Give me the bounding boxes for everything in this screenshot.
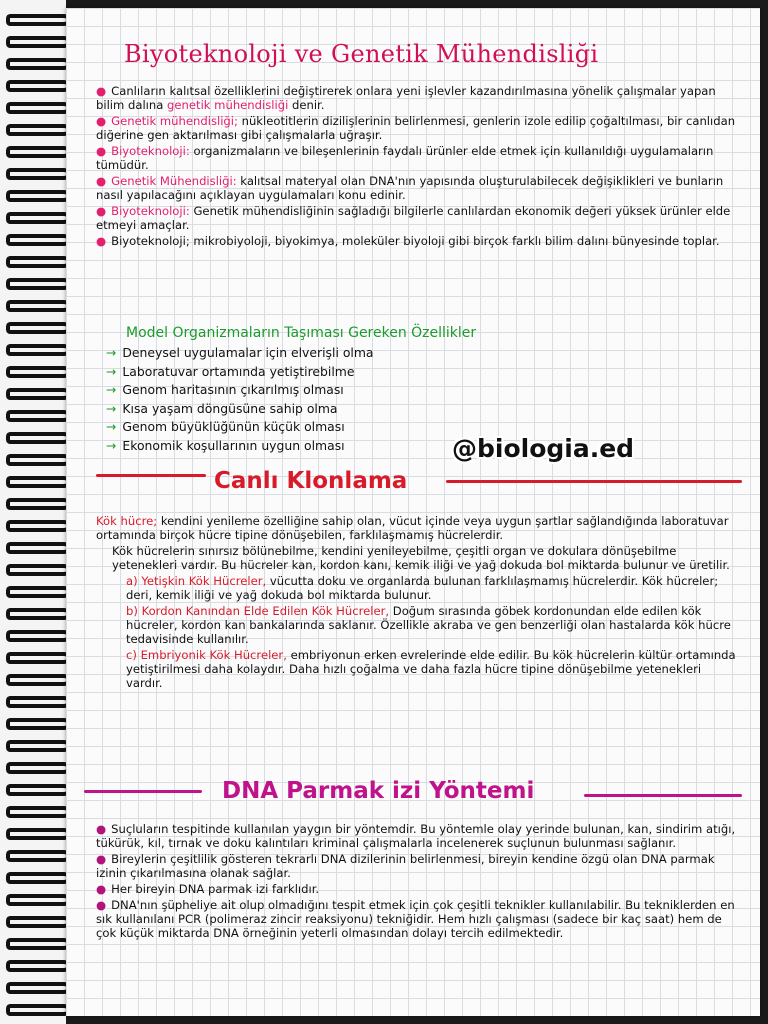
spiral-ring [6,234,70,246]
spiral-ring [6,124,70,136]
spiral-ring [6,58,70,70]
dna-item: ● Suçluların tespitinde kullanılan yaygın bir yöntemdir. Bu yöntemle olay yerinde bulunan, kan, sindirim atığı, tükürük, kıl, tırnak ve doku kalıntıları kriminal çalışmalarla incelenerek suçlunun bulunması sağlanır. [96,822,736,850]
spiral-ring [6,366,70,378]
model-item: → Deneysel uygulamalar için elverişli olma [106,345,374,360]
intro-item: ● Genetik mühendisliği; nükleotitlerin dizilişlerinin belirlenmesi, genlerin izole edilip çoğaltılması, bir canlıdan diğerine gen aktarılması gibi çalışmalarla uğraşır. [96,114,736,142]
spiral-ring [6,322,70,334]
spiral-ring [6,102,70,114]
cloning-section [96,514,736,692]
dna-item: ● Her bireyin DNA parmak izi farklıdır. [96,882,736,896]
divider [84,790,202,793]
model-item: → Laboratuvar ortamında yetiştirebilme [106,363,355,379]
stem-cell-type-a: a) Yetişkin Kök Hücreler, vücutta doku ve organlarda bulunan farklılaşmamış hücrelerdir. Kök hücreler; deri, kemik iliği ve yağ dokuda bol miktarda bulunur. [126,574,719,602]
model-item: → Genom haritasının çıkarılmış olması [106,382,344,397]
stem-cell-paragraph: Kök hücrelerin sınırsız bölünebilme, kendini yenileyebilme, çeşitli organ ve dokulara dönüşebilme yetenekleri vardır. Bu hücreler kan, kordon kanı, kemik iliği ve yağ dokuda bol miktarda bulunur ve üretilir. [112,544,730,572]
spiral-ring [6,916,70,928]
spiral-ring [6,146,70,158]
intro-item: ● Biyoteknoloji: Genetik mühendisliğinin sağladığı bilgilerle canlılardan ekonomik değeri yüksek ürünler elde etmeyi amaçlar. [96,204,736,232]
spiral-ring [6,850,70,862]
spiral-ring [6,872,70,884]
spiral-ring [6,806,70,818]
spiral-ring [6,674,70,686]
dna-section [96,822,736,942]
spiral-ring [6,498,70,510]
intro-item: ● Canlıların kalıtsal özelliklerini değiştirerek onlara yeni işlevler kazandırılmasına yönelik çalışmalar yapan bilim dalına genetik mühendisliği denir. [96,84,736,112]
spiral-ring [6,388,70,400]
spiral-ring [6,520,70,532]
dna-item: ● DNA'nın şüpheliye ait olup olmadığını tespit etmek için çok çeşitli teknikler kullanılabilir. Bu tekniklerden en sık kullanılanı PCR (polimeraz zincir reaksiyonu) tekniğidir. Hem hızlı çalışması (sadece bir kaç saat) hem de çok küçük miktarda DNA örneğinin yeterli olmasından dolayı tercih edilmektedir. [96,898,736,940]
spiral-ring [6,718,70,730]
spiral-ring [6,960,70,972]
spiral-ring [6,740,70,752]
divider [584,794,742,797]
spiral-ring [6,762,70,774]
spiral-ring [6,212,70,224]
dna-heading: DNA Parmak izi Yöntemi [222,778,535,804]
model-item: → Genom büyüklüğünün küçük olması [106,419,345,434]
spiral-ring [6,564,70,576]
cloning-heading: Canlı Klonlama [214,468,408,494]
spiral-ring [6,256,70,268]
spiral-ring [6,168,70,180]
model-organisms-list [106,344,374,455]
dna-item: ● Bireylerin çeşitlilik gösteren tekrarlı DNA dizilerinin belirlenmesi, bireyin kendine özgü olan DNA parmak izinin çıkarılmasına olanak sağlar. [96,852,736,880]
spiral-ring [6,696,70,708]
spiral-ring [6,80,70,92]
spiral-ring [6,630,70,642]
intro-section [96,84,736,250]
stem-cell-type-b: b) Kordon Kanından Elde Edilen Kök Hücreler, Doğum sırasında göbek kordonundan elde edilen kök hücreler, kordon kan bankalarında saklanır. Özellikle akraba ve gen benzerliği olan hastalarda kök hücre tedavisinde kullanılır. [126,604,731,646]
model-organisms-title: Model Organizmaların Taşıması Gereken Özellikler [126,325,477,341]
spiral-ring [6,894,70,906]
spiral-ring [6,278,70,290]
divider [446,480,742,483]
spiral-ring [6,36,70,48]
page-title: Biyoteknoloji ve Genetik Mühendisliği [124,40,599,68]
stem-cell-type-c: c) Embriyonik Kök Hücreler, embriyonun erken evrelerinde elde edilir. Bu kök hücrelerin kültür ortamında yetiştirilmesi daha kolaydır. Daha hızlı çoğalma ve daha fazla hücre tipine dönüşebilme yetenekleri vardır. [126,648,736,690]
arrow-right-icon: → [106,382,117,397]
spiral-ring [6,300,70,312]
divider [96,474,206,477]
notebook-spiral [0,0,66,1024]
spiral-ring [6,344,70,356]
spiral-ring [6,586,70,598]
arrow-right-icon: → [106,363,117,379]
spiral-ring [6,190,70,202]
model-item: → Kısa yaşam döngüsüne sahip olma [106,400,338,416]
arrow-right-icon: → [106,400,117,416]
watermark: @biologia.ed [452,434,635,463]
arrow-right-icon: → [106,437,117,453]
intro-item: ● Biyoteknoloji; mikrobiyoloji, biyokimya, moleküler biyoloji gibi birçok farklı bilim dalını bünyesinde toplar. [96,234,736,248]
intro-item: ● Biyoteknoloji: organizmaların ve bileşenlerinin faydalı ürünler elde etmek için kullanıldığı uygulamaların tümüdür. [96,144,736,172]
spiral-ring [6,432,70,444]
spiral-ring [6,982,70,994]
arrow-right-icon: → [106,345,117,360]
model-item: → Ekonomik koşullarının uygun olması [106,437,345,453]
spiral-ring [6,784,70,796]
arrow-right-icon: → [106,419,117,434]
spiral-ring [6,828,70,840]
spiral-ring [6,410,70,422]
spiral-ring [6,652,70,664]
spiral-ring [6,938,70,950]
spiral-ring [6,476,70,488]
spiral-ring [6,542,70,554]
stem-cell-definition: Kök hücre; kendini yenileme özelliğine sahip olan, vücut içinde veya uygun şartlar sağlandığında laboratuvar ortamında birçok hücre tipine dönüşebilen, farklılaşmamış hücrelerdir. [96,514,729,542]
spiral-ring [6,454,70,466]
spiral-ring [6,1004,70,1016]
spiral-ring [6,14,70,26]
spiral-ring [6,608,70,620]
intro-item: ● Genetik Mühendisliği: kalıtsal materyal olan DNA'nın yapısında oluşturulabilecek değişiklikleri ve bunların nasıl yapılacağını açıklayan uygulamaları konu edinir. [96,174,736,202]
notebook-page [66,8,760,1016]
